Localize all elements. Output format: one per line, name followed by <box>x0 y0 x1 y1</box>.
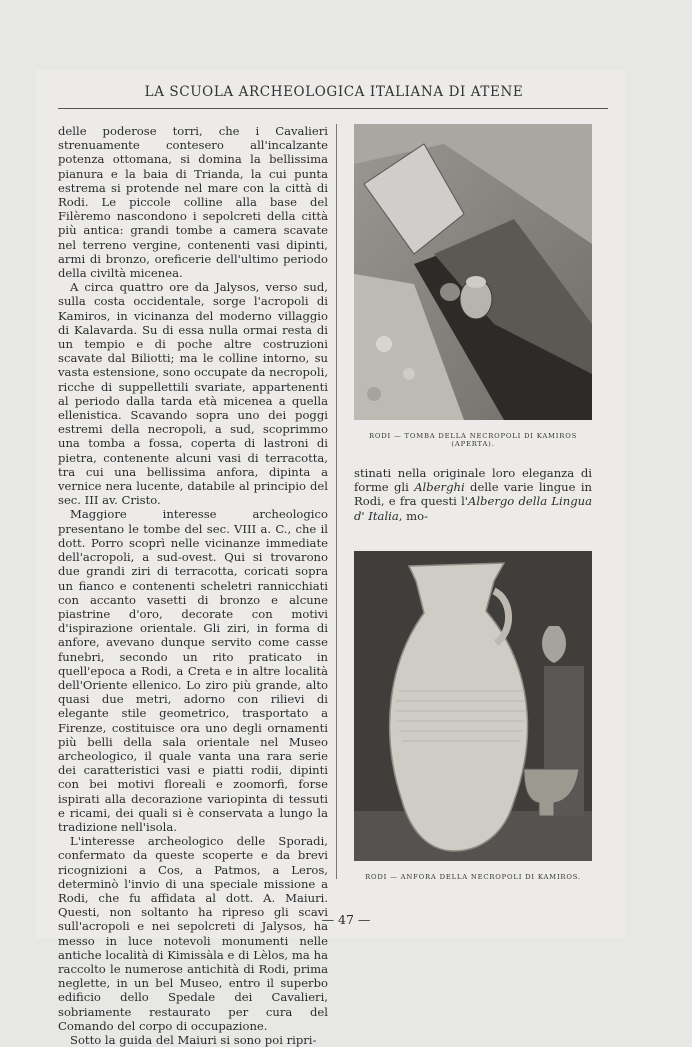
tomb-photo-image <box>354 124 592 420</box>
running-header: LA SCUOLA ARCHEOLOGICA ITALIANA DI ATENE <box>144 84 524 100</box>
tomb-photo <box>354 124 592 420</box>
photo-caption: RODI — TOMBA DELLA NECROPOLI DI KAMIROS (APERTA). <box>368 432 578 448</box>
right-text-italic: Albergo della Lingua d' Italia <box>354 494 592 523</box>
amphora-photo <box>354 551 592 861</box>
right-text-part: delle varie lingue in Rodi, e fra questi l' <box>354 480 592 509</box>
header-rule <box>58 108 608 109</box>
photo-caption: RODI — ANFORA DELLA NECROPOLI DI KAMIROS. <box>365 872 581 881</box>
left-column <box>58 124 328 1047</box>
column-rule <box>336 124 337 879</box>
paragraph: Sotto la guida del Maiuri si sono poi ripri- <box>70 1033 317 1047</box>
paragraph: L'interesse archeologico delle Sporadi, confermato da queste scoperte e da brevi ricognizioni a Cos, a Patmos, a Leros, determinò l'invio di una speciale missione a Rodi, che fu affidata al dott. A. Maiuri. Questi, non soltanto ha ripreso gli scavi sull'acropoli e nei sepolcreti di Jalysos, ha messo in luce notevoli monumenti nelle antiche località di Kimissàla e di Lèlos, ma ha raccolto le numerose antichità di Rodi, prima neglette, in un bel Museo, entro il superbo edificio dello Spedale dei Cavalieri, sobriamente restaurato per cura del Comando del corpo di occupazione. <box>58 834 328 1033</box>
paragraph: A circa quattro ore da Jalysos, verso sud, sulla costa occidentale, sorge l'acropoli di Kamiros, in vicinanza del moderno villaggio di Kalavarda. Su di essa nulla ormai resta di un tempio e di poche altre costruzioni scavate dal Biliotti; ma le colline intorno, su vasta estensione, sono occupate da necropoli, ricche di suppellettili svariate, appartenenti al periodo dalla tarda età micenea a quella ellenistica. Scavando sopra uno dei poggi estremi della necropoli, a sud, scoprimmo una tomba a fossa, coperta di lastroni di pietra, contenente alcuni vasi di terracotta, tra cui una bellissima anfora, dipinta a vernice nera lucente, databile al principio del sec. III av. Cristo. <box>58 280 328 508</box>
paragraph: Maggiore interesse archeologico presentano le tombe del sec. VIII a. C., che il dott. Porro scoprì nelle vicinanze immediate dell'acropoli, a sud-ovest. Qui si trovarono due grandi ziri di terracotta, coricati sopra un fianco e contenenti scheletri rannicchiati con accanto vasetti di bronzo e alcune piastrine d'oro, decorate con motivi d'ispirazione orientale. Gli ziri, in forma di anfore, avevano dunque servito come casse funebri, secondo un rito praticato in quell'epoca a Rodi, a Creta e in altre località dell'Oriente ellenico. Lo ziro più grande, alto quasi due metri, adorno con rilievi di elegante stile geometrico, trasportato a Firenze, costituisce ora uno degli ornamenti più belli della sala orientale nel Museo archeologico, il quale vanta una rara serie dei caratteristici vasi e piatti rodii, dipinti con bei motivi floreali e zoomorfi, forse ispirati alla decorazione variopinta di tessuti e ricami, dei quali si è conservata a lungo la tradizione nell'isola. <box>58 507 328 834</box>
paragraph: delle poderose torri, che i Cavalieri strenuamente contesero all'incalzante potenza ottomana, si domina la bellissima pianura e la baia di Trianda, la cui punta estrema si protende nel mare con la città di Rodi. Le piccole colline alla base del Filèremo nascondono i sepolcreti della città più antica: grandi tombe a camera scavate nel terreno vergine, contenenti vasi dipinti, armi di bronzo, oreficerie dell'ultimo periodo della civiltà micenea. <box>58 124 328 281</box>
right-text-part: stinati nella originale loro eleganza di forme gli <box>354 466 592 495</box>
amphora-photo-image <box>354 551 592 861</box>
right-text-part: , mo- <box>398 508 429 523</box>
right-paragraph <box>354 466 592 523</box>
right-column <box>354 124 592 881</box>
right-text-italic: Alberghi <box>414 480 465 495</box>
page-number: — 47 — <box>321 912 371 927</box>
